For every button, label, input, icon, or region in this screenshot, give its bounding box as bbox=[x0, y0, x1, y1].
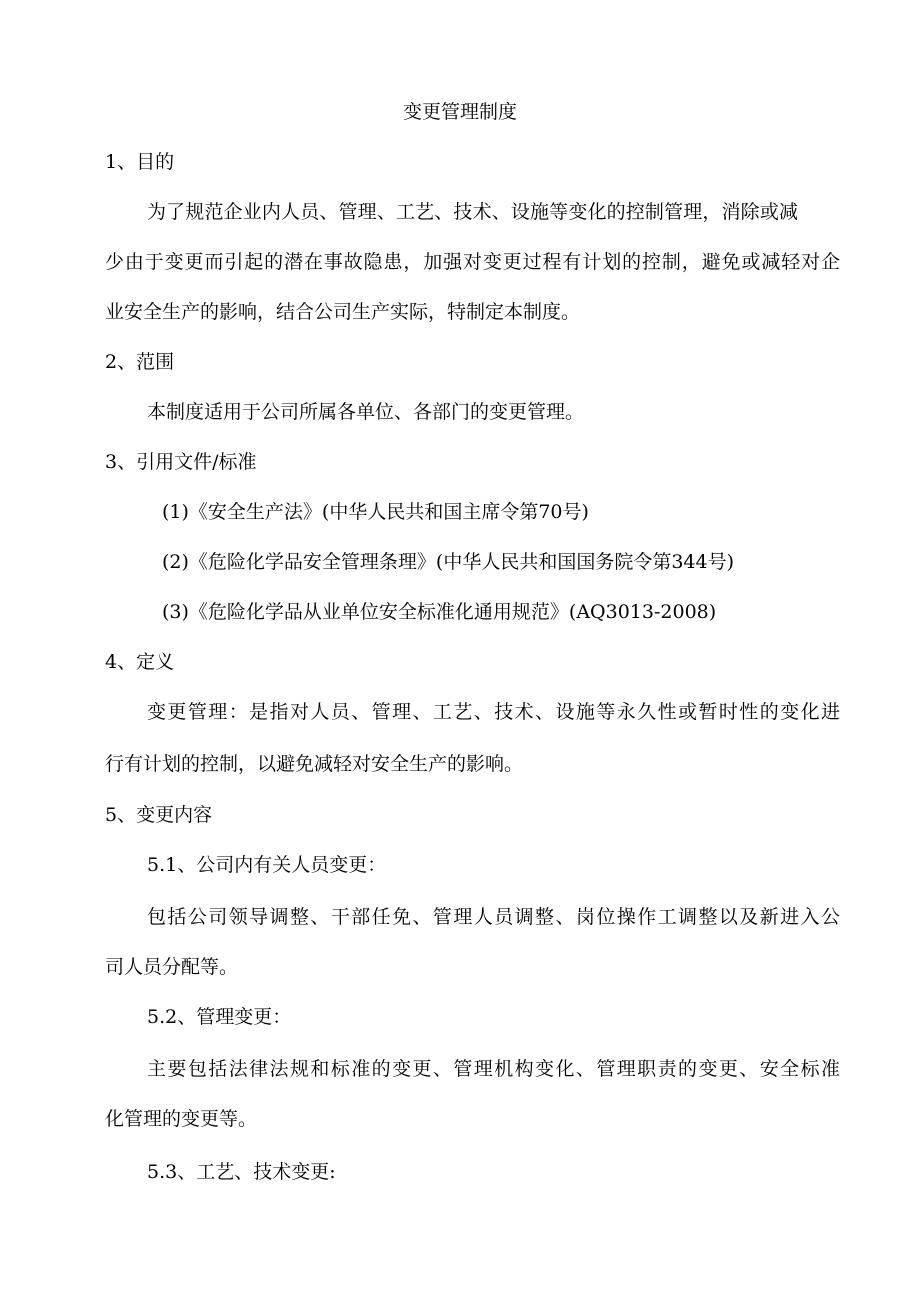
personnel-paragraph-line: 司人员分配等。 bbox=[105, 956, 239, 978]
section-heading-purpose: 1、目的 bbox=[105, 151, 175, 173]
reference-item: (2)《危险化学品安全管理条理》(中华人民共和国国务院令第344号) bbox=[162, 551, 735, 573]
definition-paragraph-line: 行有计划的控制，以避免减轻对安全生产的影响。 bbox=[105, 753, 524, 775]
definition-paragraph-line: 变更管理：是指对人员、管理、工艺、技术、设施等永久性或暂时性的变化进 bbox=[147, 701, 840, 723]
reference-item: (1)《安全生产法》(中华人民共和国主席令第70号) bbox=[162, 501, 589, 523]
purpose-paragraph-line: 少由于变更而引起的潜在事故隐患，加强对变更过程有计划的控制，避免或减轻对企 bbox=[105, 251, 840, 273]
personnel-paragraph-line: 包括公司领导调整、干部任免、管理人员调整、岗位操作工调整以及新进入公 bbox=[147, 906, 840, 928]
section-heading-references: 3、引用文件/标准 bbox=[105, 451, 257, 473]
section-heading-definition: 4、定义 bbox=[105, 651, 175, 673]
management-paragraph-line: 化管理的变更等。 bbox=[105, 1108, 258, 1130]
purpose-paragraph-line: 为了规范企业内人员、管理、工艺、技术、设施等变化的控制管理，消除或减 bbox=[147, 201, 798, 223]
purpose-paragraph-line: 业安全生产的影响，结合公司生产实际，特制定本制度。 bbox=[105, 301, 581, 323]
reference-item: (3)《危险化学品从业单位安全标准化通用规范》(AQ3013-2008) bbox=[162, 601, 717, 623]
section-heading-scope: 2、范围 bbox=[105, 351, 175, 373]
page-title: 变更管理制度 bbox=[402, 101, 517, 123]
management-paragraph-line: 主要包括法律法规和标准的变更、管理机构变化、管理职责的变更、安全标准 bbox=[147, 1058, 840, 1080]
subsection-heading-management: 5.2、管理变更： bbox=[147, 1006, 292, 1028]
section-heading-change-content: 5、变更内容 bbox=[105, 804, 213, 826]
subsection-heading-process-technology: 5.3、工艺、技术变更: bbox=[147, 1161, 336, 1183]
subsection-heading-personnel: 5.1、公司内有关人员变更： bbox=[147, 854, 387, 876]
scope-paragraph: 本制度适用于公司所属各单位、各部门的变更管理。 bbox=[147, 401, 585, 423]
